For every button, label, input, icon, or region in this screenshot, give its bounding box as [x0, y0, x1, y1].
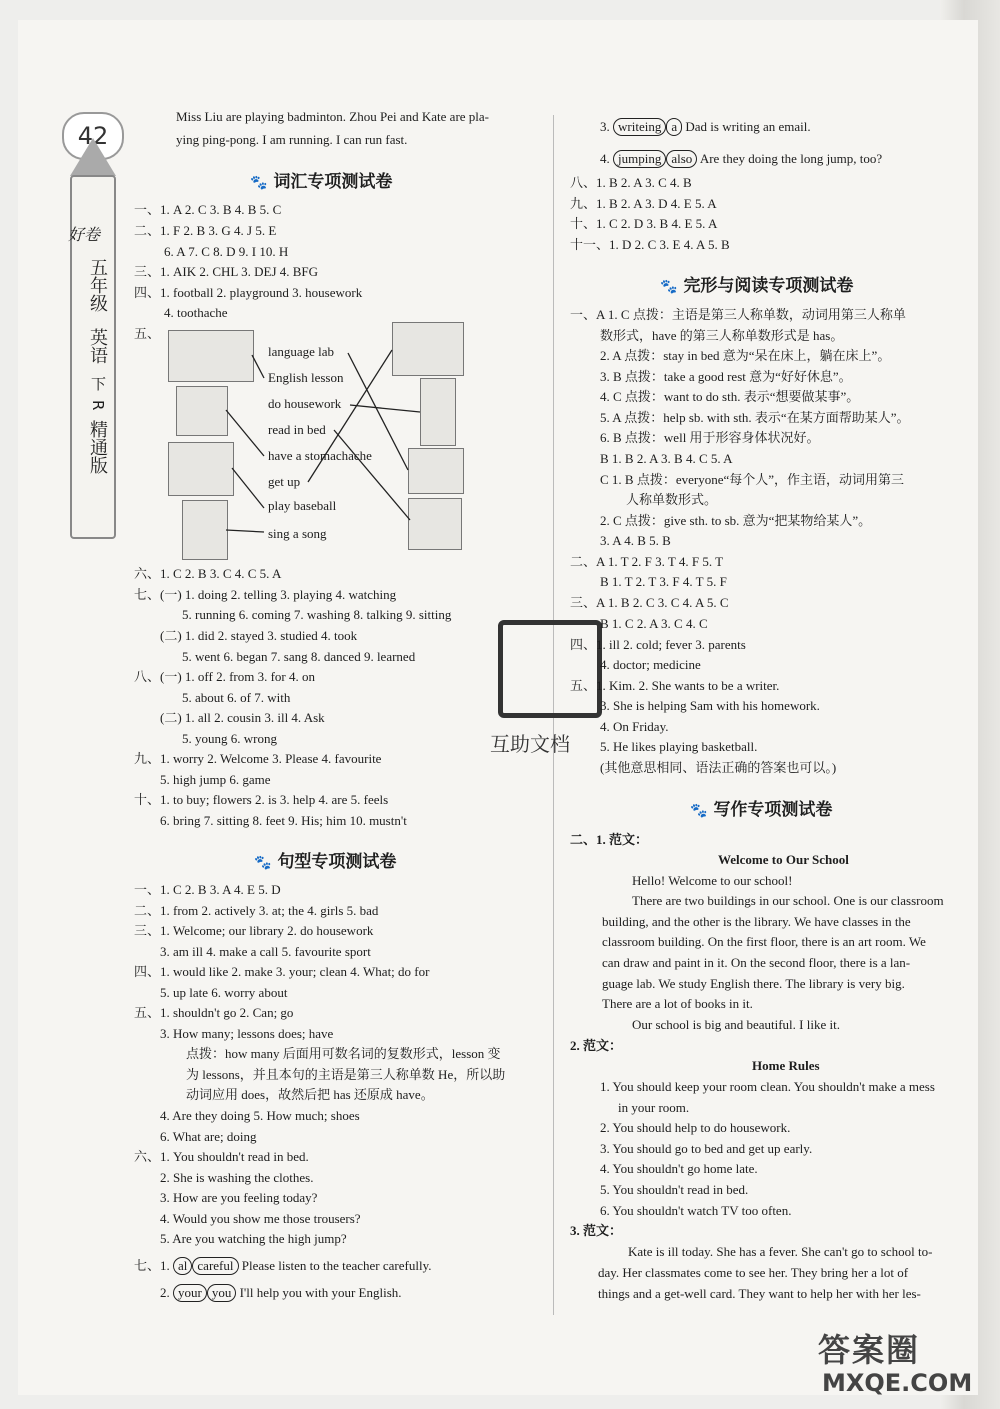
- answer-line: 4. Are they doing 5. How much; shoes: [160, 1108, 360, 1123]
- answer-line: 二、1. from 2. actively 3. at; the 4. girls 5. bad: [134, 903, 379, 918]
- answer-line: 4. On Friday.: [600, 719, 669, 734]
- match-word: get up: [268, 474, 301, 489]
- answer-line: 三、1. AIK 2. CHL 3. DEJ 4. BFG: [134, 264, 319, 279]
- answer-line: 七、(一) 1. doing 2. telling 3. playing 4. watching: [134, 587, 397, 602]
- intro-line-1: Miss Liu are playing badminton. Zhou Pei and Kate are pla-: [176, 109, 490, 124]
- answer-line: 三、1. Welcome; our library 2. do housework: [134, 923, 374, 938]
- tip-line: 数形式，have 的第三人称单数形式是 has。: [600, 328, 844, 343]
- section-title-text: 写作专项测试卷: [713, 800, 833, 820]
- answer-line: 二、1. F 2. B 3. G 4. J 5. E: [134, 223, 277, 238]
- tip-line: 为 lessons，并且本句的主语是第三人称单数 He，所以助: [186, 1067, 506, 1082]
- answer-line: 5. He likes playing basketball.: [600, 739, 758, 754]
- answer-line: 6. bring 7. sitting 8. feet 9. His; him 10. mustn't: [160, 813, 407, 828]
- match-line: [348, 353, 408, 470]
- essay-line: There are two buildings in our school. One is our classroom: [632, 893, 944, 908]
- circled-word: al: [173, 1257, 192, 1275]
- essay-line: Hello! Welcome to our school!: [632, 873, 793, 888]
- answer-line: 三、A 1. B 2. C 3. C 4. A 5. C: [570, 595, 729, 610]
- essay-title: Welcome to Our School: [718, 852, 849, 867]
- circled-word: jumping: [613, 150, 666, 168]
- section-title-text: 词汇专项测试卷: [273, 172, 393, 192]
- answer-line: 二、A 1. T 2. F 3. T 4. F 5. T: [570, 554, 724, 569]
- answer-line: 3. A 4. B 5. B: [600, 533, 671, 548]
- match-word: language lab: [268, 344, 335, 359]
- answer-line: 四、1. would like 2. make 3. your; clean 4. What; do for: [134, 964, 430, 979]
- essay-line: day. Her classmates come to see her. They bring her a lot of: [598, 1265, 909, 1280]
- answer-line: 4. toothache: [164, 305, 228, 320]
- essay-line: building, and the other is the library. We have classes in the: [602, 914, 911, 929]
- answer-line: 一、1. C 2. B 3. A 4. E 5. D: [134, 882, 281, 897]
- essay-line: classroom building. On the first floor, there is an art room. We: [602, 934, 926, 949]
- circled-word: you: [207, 1284, 237, 1302]
- match-line: [350, 405, 420, 412]
- circled-word: also: [666, 150, 697, 168]
- watermark-bottom: MXQE.COM: [822, 1369, 973, 1397]
- answer-line: 5. A 点拨：help sb. with sth. 表示“在某方面帮助某人”。: [600, 410, 910, 425]
- essay-line: Kate is ill today. She has a fever. She can't go to school to-: [628, 1244, 933, 1259]
- answer-line: (二) 1. did 2. stayed 3. studied 4. took: [160, 628, 358, 643]
- answer-line: 九、1. B 2. A 3. D 4. E 5. A: [570, 196, 717, 211]
- stamp-text: 互助文档: [490, 732, 570, 756]
- essay-line: 5. You shouldn't read in bed.: [600, 1182, 749, 1197]
- answer-line: B 1. T 2. T 3. F 4. T 5. F: [600, 574, 727, 589]
- correction-text: I'll help you with your English.: [239, 1285, 402, 1300]
- item-label: 3.: [600, 119, 610, 134]
- essay-line: guage lab. We study English there. The library is very big.: [602, 976, 905, 991]
- correction-line-4: [600, 150, 882, 168]
- answer-line: B 1. B 2. A 3. B 4. C 5. A: [600, 451, 733, 466]
- essay-line: things and a get-well card. They want to help her with her les-: [598, 1286, 921, 1301]
- brand-logo: 好卷: [68, 225, 101, 244]
- answer-line: 3. How many; lessons does; have: [160, 1026, 334, 1041]
- correction-text: Please listen to the teacher carefully.: [241, 1258, 432, 1273]
- essay-line: can draw and paint in it. On the second floor, there is a lan-: [602, 955, 911, 970]
- answer-line: 3. How are you feeling today?: [160, 1190, 318, 1205]
- circled-word: a: [666, 118, 682, 136]
- essay-line: in your room.: [618, 1100, 690, 1115]
- answer-line: 四、1. ill 2. cold; fever 3. parents: [570, 637, 746, 652]
- essay-line: 6. You shouldn't watch TV too often.: [600, 1203, 792, 1218]
- side-tab-term: 下: [89, 376, 107, 391]
- answer-line: 6. What are; doing: [160, 1129, 257, 1144]
- paw-icon: 🐾: [254, 855, 272, 871]
- essay-line: Our school is big and beautiful. I like it.: [632, 1017, 840, 1032]
- match-line: [252, 355, 264, 378]
- tip-line: 人称单数形式。: [626, 492, 718, 507]
- matching-lines: [0, 0, 1000, 600]
- match-word: sing a song: [268, 526, 327, 541]
- essay-line: 4. You shouldn't go home late.: [600, 1161, 758, 1176]
- answer-line: 5. Are you watching the high jump?: [160, 1231, 347, 1246]
- answer-line: 一、1. A 2. C 3. B 4. B 5. C: [134, 202, 282, 217]
- answer-line: 六、1. You shouldn't read in bed.: [134, 1149, 309, 1164]
- answer-line: 5. running 6. coming 7. washing 8. talking 9. sitting: [182, 607, 452, 622]
- answer-line: 十一、1. D 2. C 3. E 4. A 5. B: [570, 237, 730, 252]
- answer-line: 5. high jump 6. game: [160, 772, 271, 787]
- answer-line: 六、1. C 2. B 3. C 4. C 5. A: [134, 566, 282, 581]
- match-line: [232, 468, 264, 508]
- match-line: [226, 530, 264, 532]
- circled-word: writeing: [613, 118, 666, 136]
- answer-line: (二) 1. all 2. cousin 3. ill 4. Ask: [160, 710, 325, 725]
- match-word: read in bed: [268, 422, 326, 437]
- section-title-text: 完形与阅读专项测试卷: [683, 276, 854, 296]
- answer-line: 5. young 6. wrong: [182, 731, 277, 746]
- match-line: [308, 350, 392, 482]
- item-label: 七、1.: [134, 1258, 170, 1273]
- essay-label: 二、1. 范文：: [570, 832, 649, 847]
- essay-title: Home Rules: [752, 1058, 820, 1073]
- answer-line: 6. B 点拨：well 用于形容身体状况好。: [600, 430, 820, 445]
- match-word: do housework: [268, 396, 342, 411]
- essay-line: 3. You should go to bed and get up early.: [600, 1141, 813, 1156]
- answer-line: 4. C 点拨：want to do sth. 表示“想要做某事”。: [600, 389, 860, 404]
- tip-line: 点拨：how many 后面用可数名词的复数形式，lesson 变: [186, 1046, 501, 1061]
- answer-line: 4. doctor; medicine: [600, 657, 701, 672]
- correction-text: Dad is writing an email.: [685, 119, 811, 134]
- side-tab-subject: 英语: [87, 328, 108, 364]
- match-word: play baseball: [268, 498, 337, 513]
- correction-text: Are they doing the long jump, too?: [699, 151, 883, 166]
- answer-line: C 1. B 点拨：everyone“每个人”，作主语，动词用第三: [600, 472, 905, 487]
- answer-line: 五、1. shouldn't go 2. Can; go: [134, 1005, 294, 1020]
- correction-line-3: [600, 118, 811, 136]
- tip-line: 动词应用 does，故然后把 has 还原成 have。: [186, 1087, 434, 1102]
- answer-line: B 1. C 2. A 3. C 4. C: [600, 616, 708, 631]
- answer-line: 3. am ill 4. make a call 5. favourite sport: [160, 944, 371, 959]
- answer-line: 3. She is helping Sam with his homework.: [600, 698, 820, 713]
- section-title-reading: [660, 271, 853, 296]
- watermark-top: 答案圈: [818, 1331, 921, 1369]
- answer-line: 五、: [134, 326, 161, 341]
- item-label: 4.: [600, 151, 610, 166]
- side-tab-edition: 精通版: [87, 420, 108, 474]
- section-title-text: 句型专项测试卷: [277, 852, 397, 872]
- stamp-mark: [498, 620, 602, 718]
- section-title-sentence: [254, 847, 396, 872]
- side-tab-grade: 五年级: [87, 258, 108, 312]
- essay-line: There are a lot of books in it.: [602, 996, 753, 1011]
- paw-icon: 🐾: [660, 279, 678, 295]
- item-label: 2.: [160, 1285, 170, 1300]
- answer-line: 5. went 6. began 7. sang 8. danced 9. learned: [182, 649, 416, 664]
- answer-line: 3. B 点拨：take a good rest 意为“好好休息”。: [600, 369, 852, 384]
- correction-line-2: [160, 1284, 402, 1302]
- side-tab-edition-letter: R: [89, 400, 107, 411]
- correction-line-1: [134, 1257, 432, 1275]
- answer-line: 八、1. B 2. A 3. C 4. B: [570, 175, 692, 190]
- answer-line: 2. C 点拨：give sth. to sb. 意为“把某物给某人”。: [600, 513, 872, 528]
- tip-line: (其他意思相同、语法正确的答案也可以。): [600, 760, 837, 775]
- answer-line: 2. A 点拨：stay in bed 意为“呆在床上，躺在床上”。: [600, 348, 891, 363]
- circled-word: careful: [192, 1257, 238, 1275]
- answer-line: 五、1. Kim. 2. She wants to be a writer.: [570, 678, 780, 693]
- match-word: have a stomachache: [268, 448, 372, 463]
- paw-icon: 🐾: [250, 175, 268, 191]
- essay-line: 2. You should help to do housework.: [600, 1120, 791, 1135]
- answer-line: 5. up late 6. worry about: [160, 985, 288, 1000]
- answer-line: 5. about 6. of 7. with: [182, 690, 291, 705]
- answer-line: 一、A 1. C 点拨：主语是第三人称单数，动词用第三人称单: [570, 307, 906, 322]
- site-watermark-logo: [818, 1325, 988, 1405]
- answer-line: 十、1. to buy; flowers 2. is 3. help 4. are 5. feels: [134, 792, 389, 807]
- answer-line: 4. Would you show me those trousers?: [160, 1211, 361, 1226]
- answer-line: 十、1. C 2. D 3. B 4. E 5. A: [570, 216, 718, 231]
- essay-label: 2. 范文：: [570, 1038, 623, 1053]
- intro-line-2: ying ping-pong. I am running. I can run fast.: [176, 132, 408, 147]
- essay-line: 1. You should keep your room clean. You shouldn't make a mess: [600, 1079, 935, 1094]
- essay-label: 3. 范文：: [570, 1223, 623, 1238]
- answer-line: 八、(一) 1. off 2. from 3. for 4. on: [134, 669, 316, 684]
- paw-icon: 🐾: [690, 803, 708, 819]
- answer-line: 6. A 7. C 8. D 9. I 10. H: [164, 244, 289, 259]
- circled-word: your: [173, 1284, 207, 1302]
- match-line: [226, 410, 264, 456]
- answer-line: 2. She is washing the clothes.: [160, 1170, 314, 1185]
- section-title-writing: [690, 795, 832, 820]
- page-number: 42: [62, 112, 124, 160]
- answer-line: 九、1. worry 2. Welcome 3. Please 4. favourite: [134, 751, 382, 766]
- match-word: English lesson: [268, 370, 344, 385]
- match-line: [334, 430, 410, 520]
- answer-line: 四、1. football 2. playground 3. housework: [134, 285, 363, 300]
